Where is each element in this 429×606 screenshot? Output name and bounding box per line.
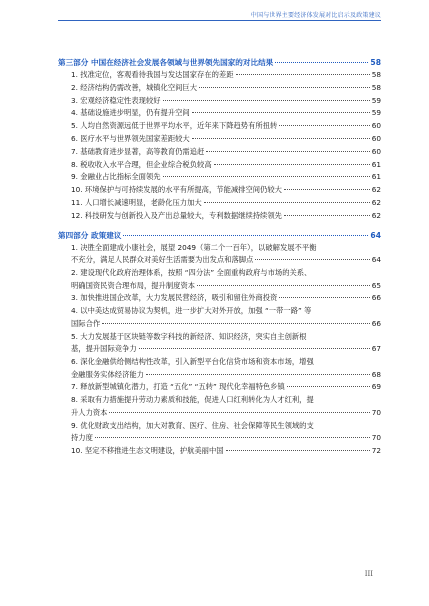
- toc-item-text: 9. 优化财政支出结构，加大对教育、医疗、住房、社会保障等民生领域的支: [71, 420, 314, 430]
- table-of-contents: [58, 50, 381, 458]
- toc-item-page: 61: [371, 172, 381, 182]
- section-3-items: [58, 69, 381, 223]
- toc-item[interactable]: [58, 184, 381, 197]
- toc-item-line: [58, 242, 381, 255]
- toc-item[interactable]: [58, 267, 381, 292]
- toc-item-page: 59: [371, 95, 381, 105]
- toc-section-4[interactable]: [58, 229, 381, 242]
- toc-item-page: 70: [371, 433, 381, 443]
- toc-item[interactable]: [58, 420, 381, 445]
- toc-item-text: 2. 经济结构仍需改善，城镇化空间巨大: [71, 82, 198, 92]
- toc-item-page: 60: [371, 121, 381, 131]
- leader-dots: [236, 74, 370, 75]
- toc-item-line: [58, 356, 381, 369]
- toc-item[interactable]: [58, 445, 381, 458]
- leader-dots: [192, 112, 370, 113]
- toc-item-text: 持力度: [71, 433, 93, 443]
- toc-item-line: [58, 420, 381, 433]
- toc-item-line: [58, 394, 381, 407]
- toc-item[interactable]: [58, 381, 381, 394]
- toc-item-text: 7. 基础教育进步显著，高等教育仍需追赶: [71, 146, 205, 156]
- toc-item-line: [58, 343, 381, 356]
- toc-item[interactable]: [58, 292, 381, 305]
- toc-item-text: 升人力资本: [71, 407, 108, 417]
- toc-item[interactable]: [58, 133, 381, 146]
- toc-item-text: 基，提升国际竞争力: [71, 344, 137, 354]
- leader-dots: [284, 215, 370, 216]
- toc-item[interactable]: [58, 171, 381, 184]
- toc-item-text: 12. 科技研发与创新投入及产出总量较大，专利数据继续持续领先: [71, 210, 282, 220]
- toc-item-page: 67: [371, 344, 381, 354]
- toc-item-text: 5. 大力发展基于区块链等数字科技的新经济、知识经济，突实自主创新根: [71, 331, 307, 341]
- leader-dots: [139, 348, 370, 349]
- toc-item-line: [58, 254, 381, 267]
- toc-item-line: [58, 407, 381, 420]
- toc-item[interactable]: [58, 107, 381, 120]
- toc-item[interactable]: [58, 69, 381, 82]
- toc-item-page: 58: [371, 70, 381, 79]
- toc-item-line: [58, 432, 381, 445]
- toc-item-text: 3. 加快推进国企改革，大力发展民营经济，吸引和留住外商投资: [71, 293, 278, 303]
- toc-item-text: 6. 深化金融供给侧结构性改革，引入新型平台化信贷市场和资本市场，增强: [71, 356, 314, 366]
- section-4-items: [58, 242, 381, 458]
- leader-dots: [192, 138, 370, 139]
- toc-item-page: 72: [371, 445, 381, 455]
- toc-item[interactable]: [58, 305, 381, 330]
- toc-item[interactable]: [58, 210, 381, 223]
- page-number: III: [364, 570, 373, 578]
- toc-item[interactable]: [58, 95, 381, 108]
- toc-item[interactable]: [58, 159, 381, 172]
- toc-item-page: 64: [371, 255, 381, 265]
- toc-item-page: 60: [371, 146, 381, 156]
- toc-item-line: [58, 305, 381, 318]
- toc-item-line: [58, 331, 381, 344]
- toc-item-page: 66: [371, 293, 381, 303]
- toc-item-text: 明确国资民资合理布局，提升制度资本: [71, 280, 196, 290]
- toc-item-text: 4. 以中美达成贸易协议为契机，进一步扩大对外开放，加强 “一带一路” 等: [71, 306, 312, 316]
- leader-dots: [204, 202, 370, 203]
- toc-item-page: 69: [371, 382, 381, 392]
- leader-dots: [163, 176, 370, 177]
- toc-item-line: [58, 267, 381, 280]
- leader-dots: [123, 235, 368, 236]
- toc-item-page: 68: [371, 369, 381, 379]
- section-title: 第四部分 政策建议: [58, 230, 122, 240]
- leader-dots: [279, 125, 369, 126]
- leader-dots: [284, 189, 370, 190]
- leader-dots: [214, 164, 370, 165]
- leader-dots: [109, 412, 369, 413]
- toc-item-page: 62: [371, 197, 381, 207]
- section-page: 64: [370, 230, 381, 240]
- toc-item[interactable]: [58, 82, 381, 95]
- toc-item-text: 1. 决胜全面建成小康社会，展望 2049（第二个一百年），以破解发展不平衡: [71, 242, 317, 252]
- toc-item-page: 66: [371, 318, 381, 328]
- toc-item[interactable]: [58, 242, 381, 267]
- toc-item-page: 62: [371, 210, 381, 220]
- toc-item-page: 70: [371, 407, 381, 417]
- toc-item[interactable]: [58, 146, 381, 159]
- toc-item-text: 国际合作: [71, 318, 101, 328]
- toc-item[interactable]: [58, 394, 381, 419]
- toc-item-line: [58, 318, 381, 331]
- toc-item-page: 65: [371, 280, 381, 290]
- leader-dots: [255, 259, 369, 260]
- leader-dots: [163, 100, 370, 101]
- toc-item-text: 2. 建设现代化政府治理体系，按照 “四分法” 全面重构政府与市场的关系、: [71, 267, 312, 277]
- toc-item[interactable]: [58, 120, 381, 133]
- leader-dots: [95, 437, 370, 438]
- toc-item-text: 7. 释放新型城镇化潜力，打造 “五化” “五转” 现代化幸福特色乡镇: [71, 382, 285, 392]
- header-title: 中国与世界主要经济体发展对比启示及政策建议: [250, 12, 381, 19]
- leader-dots: [275, 62, 368, 63]
- section-page: 58: [370, 58, 381, 67]
- leader-dots: [197, 285, 370, 286]
- leader-dots: [226, 450, 370, 451]
- toc-item-text: 4. 基础设施进步明显，仍有提升空间: [71, 108, 190, 118]
- toc-item[interactable]: [58, 197, 381, 210]
- toc-item[interactable]: [58, 356, 381, 381]
- toc-item-text: 10. 坚定不移推进生态文明建设，护航美丽中国: [71, 445, 224, 455]
- leader-dots: [199, 87, 370, 88]
- leader-dots: [102, 323, 370, 324]
- toc-item-text: 6. 医疗水平与世界领先国家差距较大: [71, 133, 190, 143]
- header-divider: [58, 20, 381, 21]
- toc-item-text: 8. 采取有力措施提升劳动力素质和技能，促进人口红利转化为人才红利，提: [71, 395, 314, 405]
- leader-dots: [287, 386, 370, 387]
- toc-item-text: 1. 找准定位，客观看待我国与发达国家存在的差距: [71, 70, 234, 79]
- toc-item-text: 10. 环境保护与可持续发展的水平有所提高，节能减排空间仍较大: [71, 185, 282, 195]
- toc-item[interactable]: [58, 331, 381, 356]
- toc-item-text: 5. 人均自然资源远低于世界平均水平，近年来下降趋势有所扭转: [71, 121, 278, 131]
- section-title: 第三部分 中国在经济社会发展各领域与世界领先国家的对比结果: [58, 58, 274, 67]
- leader-dots: [206, 151, 369, 152]
- leader-dots: [279, 297, 369, 298]
- toc-item-page: 62: [371, 185, 381, 195]
- leader-dots: [146, 374, 370, 375]
- toc-item-line: [58, 280, 381, 293]
- toc-item-page: 59: [371, 108, 381, 118]
- toc-item-text: 不充分，满足人民群众对美好生活需要为出发点和落脚点: [71, 255, 254, 265]
- toc-item-page: 58: [371, 82, 381, 92]
- toc-item-page: 61: [371, 159, 381, 169]
- toc-item-text: 11. 人口增长减速明显，老龄化压力加大: [71, 197, 202, 207]
- toc-item-text: 8. 税收收入水平合理，但企业综合税负较高: [71, 159, 212, 169]
- toc-item-page: 60: [371, 133, 381, 143]
- toc-item-text: 9. 金融业占比指标全面领先: [71, 172, 161, 182]
- toc-section-3[interactable]: [58, 56, 381, 69]
- toc-item-line: [58, 369, 381, 382]
- toc-item-text: 3. 宏观经济稳定性表现较好: [71, 95, 161, 105]
- toc-item-text: 金融服务实体经济能力: [71, 369, 144, 379]
